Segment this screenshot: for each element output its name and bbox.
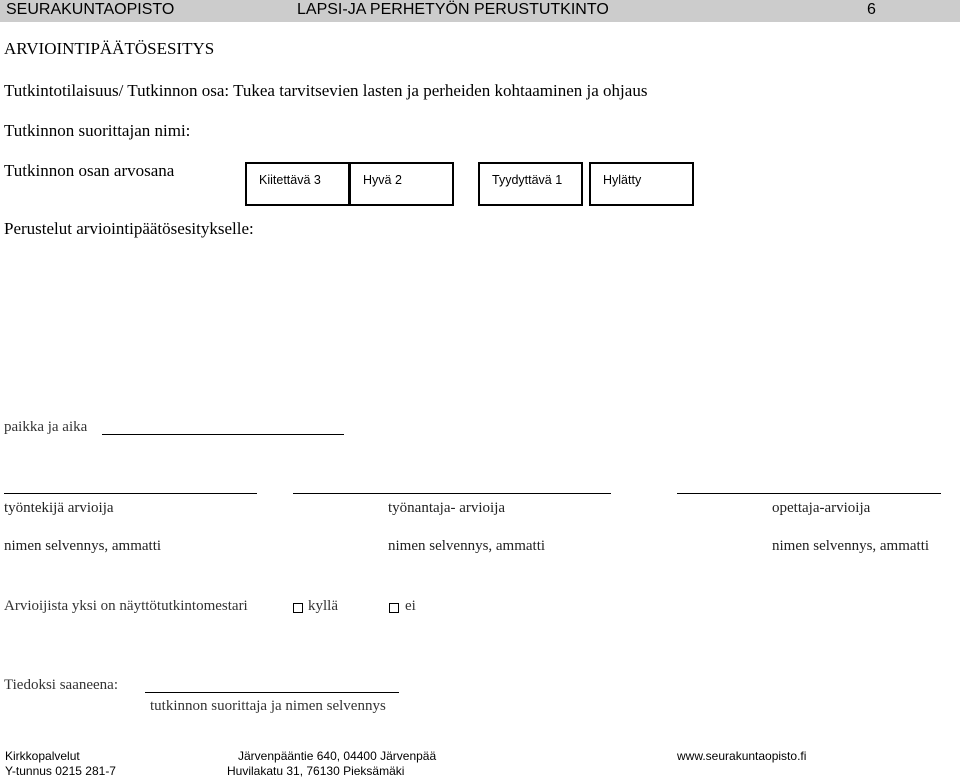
situation-field: Tutkintotilaisuus/ Tutkinnon osa: Tukea tarvitsevien lasten ja perheiden kohtaaminen ja ohjaus xyxy=(4,81,648,100)
justification-label: Perustelut arviointipäätösesitykselle: xyxy=(4,219,254,238)
checkbox-yes-label: kyllä xyxy=(308,598,338,614)
signature-sub-employer: nimen selvennys, ammatti xyxy=(388,538,546,554)
document-title: ARVIOINTIPÄÄTÖSESITYS xyxy=(4,39,215,58)
checkbox-yes[interactable] xyxy=(293,603,303,613)
footer-website[interactable]: www.seurakuntaopisto.fi xyxy=(677,749,807,763)
place-time-line xyxy=(102,434,344,435)
signature-line-employer xyxy=(293,493,611,494)
received-label: Tiedoksi saaneena: xyxy=(4,677,119,693)
footer-org: Kirkkopalvelut xyxy=(5,749,80,763)
page-number: 6 xyxy=(867,1,876,18)
signature-sub-employee: nimen selvennys, ammatti xyxy=(4,538,162,554)
received-sub: tutkinnon suorittaja ja nimen selvennys xyxy=(150,698,386,714)
received-line xyxy=(145,692,399,693)
signature-sub-teacher: nimen selvennys, ammatti xyxy=(772,538,930,554)
grade-box-failed[interactable]: Hylätty xyxy=(589,162,694,206)
grade-box-good[interactable]: Hyvä 2 xyxy=(349,162,454,206)
header-program: LAPSI-JA PERHETYÖN PERUSTUTKINTO xyxy=(297,1,609,18)
performer-name-label: Tutkinnon suorittajan nimi: xyxy=(4,121,191,140)
footer-address-2: Huvilakatu 31, 76130 Pieksämäki xyxy=(227,764,405,778)
signature-role-employee: työntekijä arvioija xyxy=(4,500,114,516)
checkbox-no-label: ei xyxy=(405,598,416,614)
grade-label: Tutkinnon osan arvosana xyxy=(4,161,175,180)
header-org: SEURAKUNTAOPISTO xyxy=(6,1,175,18)
grade-box-excellent[interactable]: Kiitettävä 3 xyxy=(245,162,350,206)
footer-address-1: Järvenpääntie 640, 04400 Järvenpää xyxy=(238,749,437,763)
signature-role-employer: työnantaja- arvioija xyxy=(388,500,506,516)
place-time-label: paikka ja aika xyxy=(4,419,88,435)
signature-line-teacher xyxy=(677,493,941,494)
footer-business-id: Y-tunnus 0215 281-7 xyxy=(5,764,116,778)
signature-role-teacher: opettaja-arvioija xyxy=(772,500,871,516)
signature-line-employee xyxy=(4,493,257,494)
checkbox-no[interactable] xyxy=(389,603,399,613)
master-question: Arvioijista yksi on näyttötutkintomestari xyxy=(4,598,248,614)
grade-box-satisfactory[interactable]: Tyydyttävä 1 xyxy=(478,162,583,206)
